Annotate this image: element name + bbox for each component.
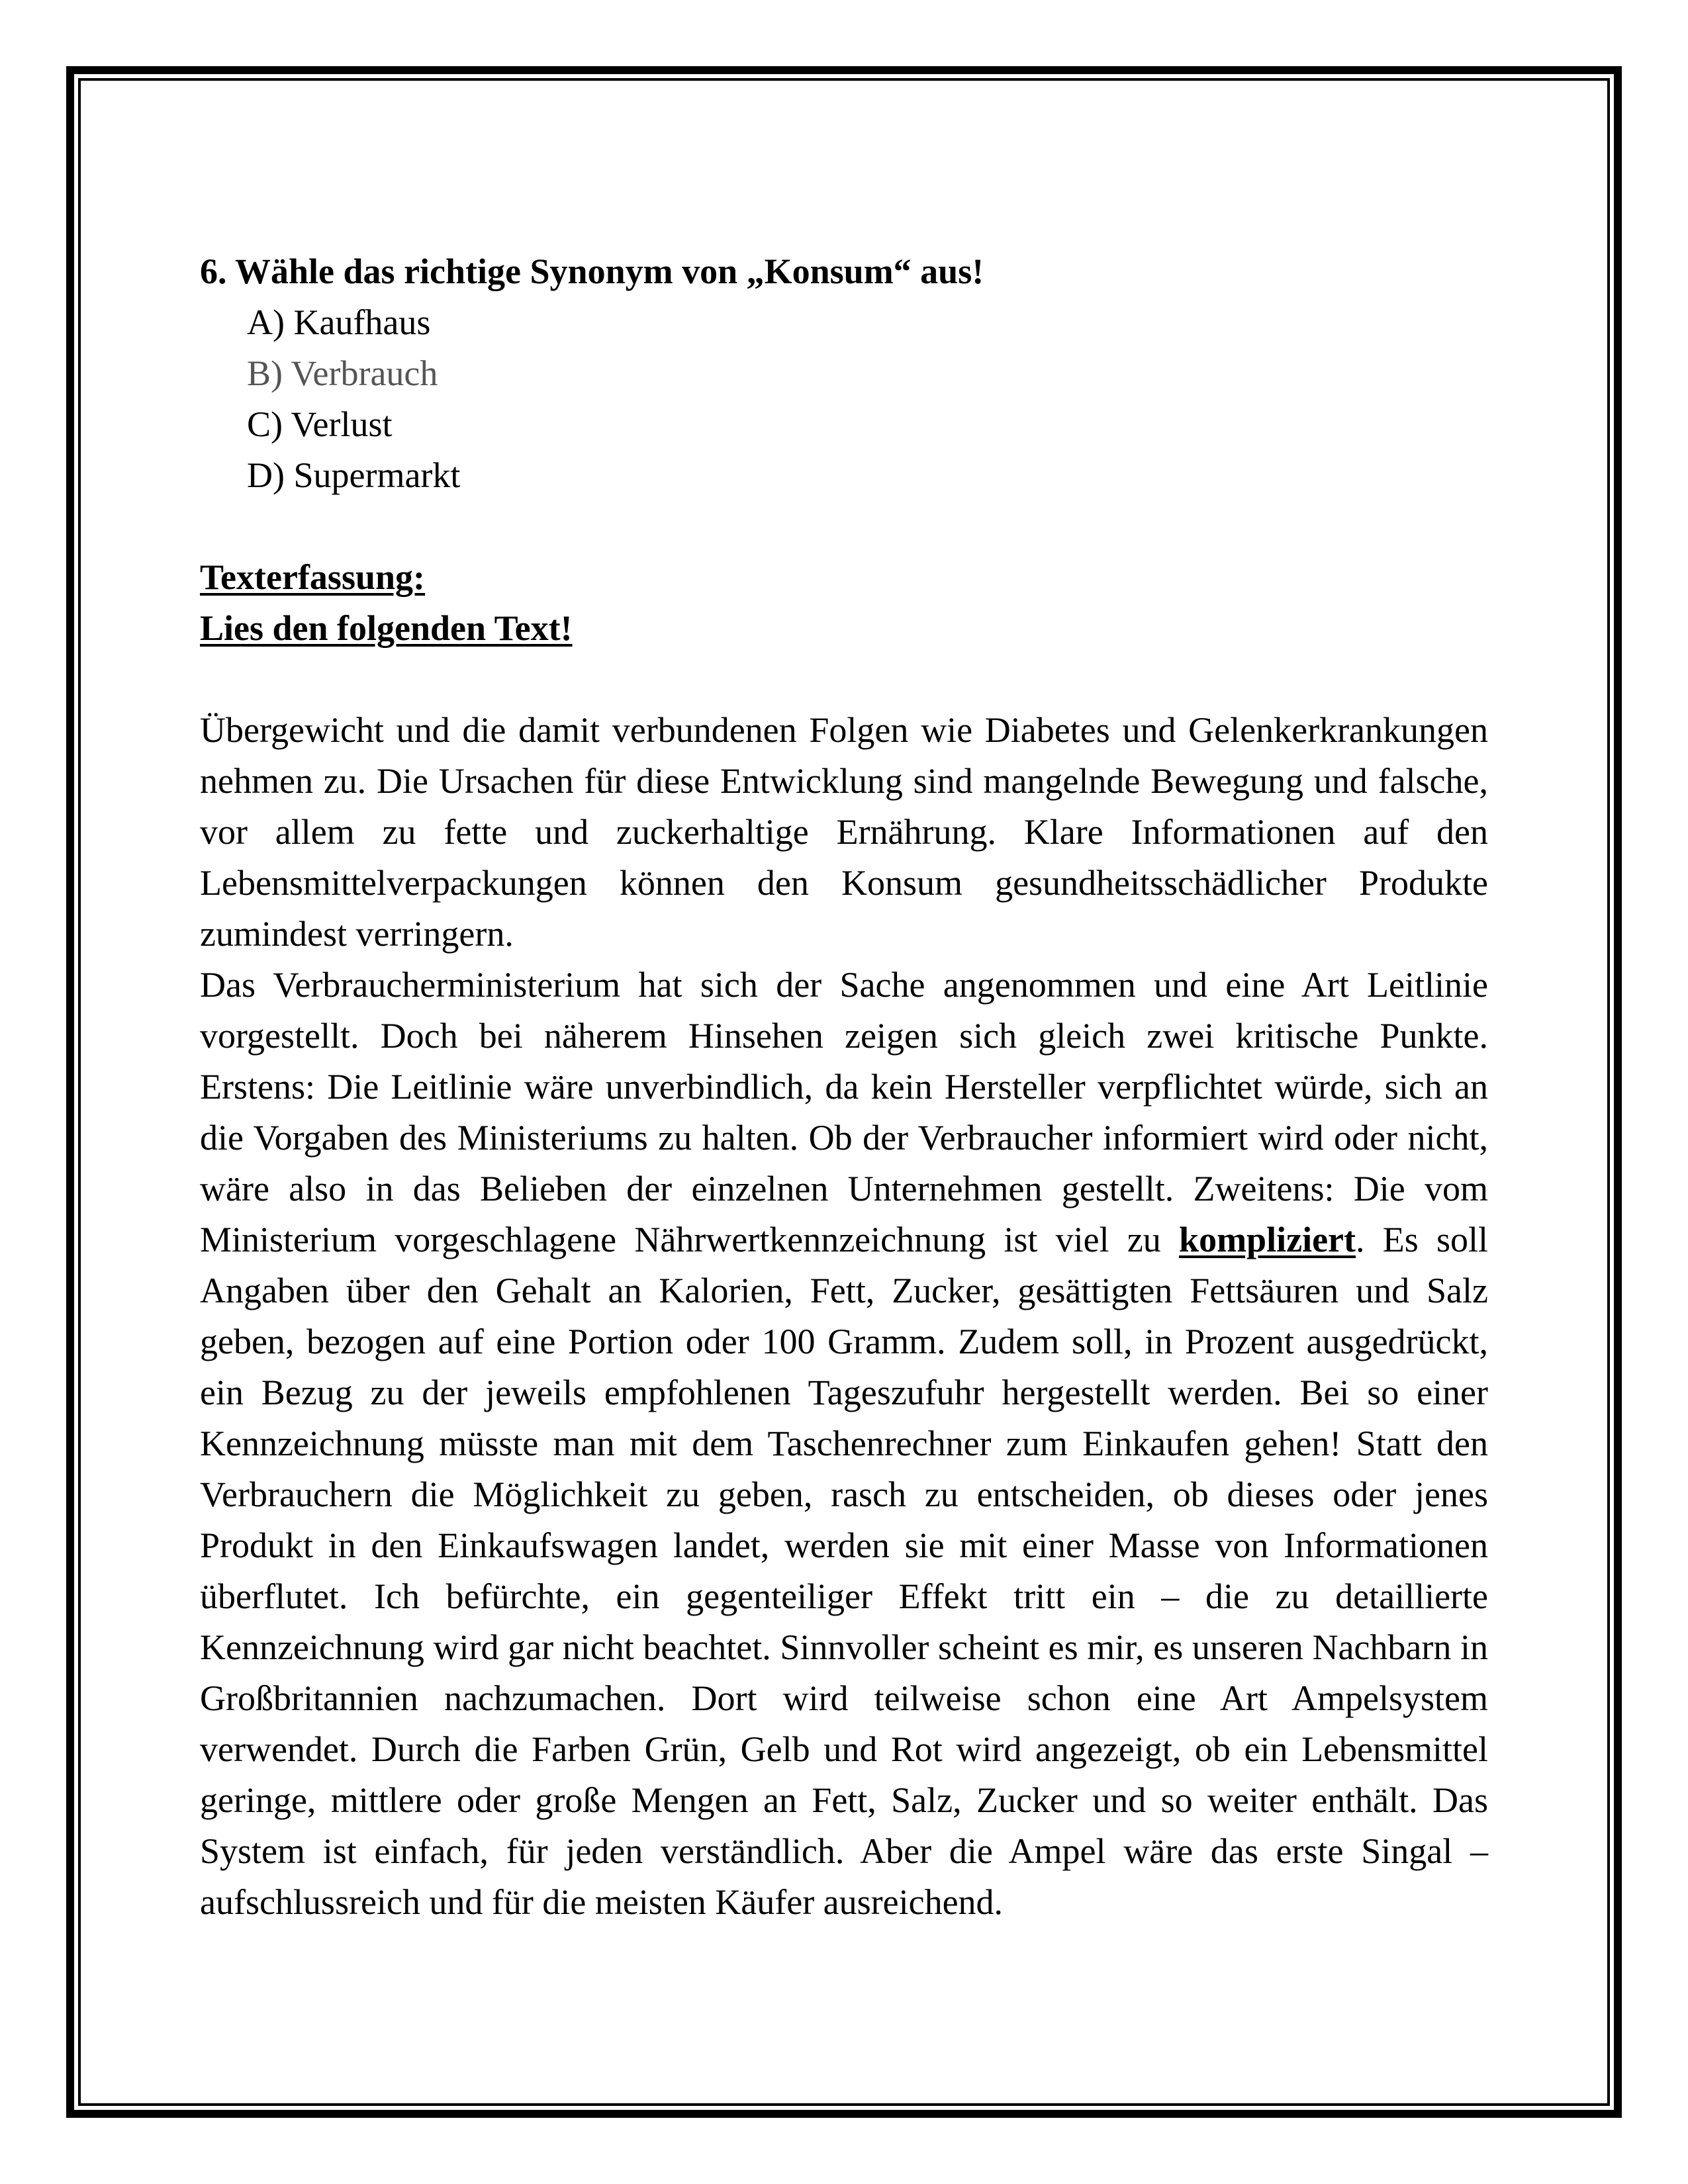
text-paragraph-1: Übergewicht und die damit verbundenen Folgen wie Diabetes und Gelenkerkrankungen nehmen zu. Die Ursachen für diese Entwicklung sind mangelnde Bewegung und falsche, vor allem zu fette und zuckerhaltige Ernährung. Klare Informationen auf den Lebensmittelverpackungen können den Konsum gesundheitsschädlicher Produkte zumindest verringern. — [200, 710, 1488, 954]
option-a: A) Kaufhaus — [247, 302, 431, 342]
question-title: 6. Wähle das richtige Synonym von „Konsum“ aus! — [200, 251, 984, 291]
spacer — [200, 501, 1488, 552]
spacer — [200, 654, 1488, 705]
text-paragraph-2 — [200, 960, 1488, 1928]
section-instruction: Lies den folgenden Text! — [200, 608, 573, 648]
option-b: B) Verbrauch — [247, 353, 438, 393]
worksheet-content — [200, 246, 1488, 1928]
paragraph-2-start: Das Verbraucherministerium hat sich der Sache angenommen und eine Art Leitlinie vorgestellt. Doch bei näherem Hinsehen zeigen sich gleich zwei kritische Punkte. Erstens: Die Leitlinie wäre unverbindlich, da kein Hersteller verpflichtet würde, sich an die Vorgaben des Ministeriums zu halten. Ob der Verbraucher informiert wird oder nicht, wäre also in das Belieben der einzelnen Unternehmen gestellt. Zweitens: Die vom Ministerium vorgeschlagene Nährwertkennzeichnung ist viel zu — [200, 965, 1488, 1259]
paragraph-2-end: . Es soll Angaben über den Gehalt an Kalorien, Fett, Zucker, gesättigten Fettsäuren und Salz geben, bezogen auf eine Portion oder 100 Gramm. Zudem soll, in Prozent ausgedrückt, ein Bezug zu der jeweils empfohlenen Tageszufuhr hergestellt werden. Bei so einer Kennzeichnung müsste man mit dem Taschenrechner zum Einkaufen gehen! Statt den Verbrauchern die Möglichkeit zu geben, rasch zu entscheiden, ob dieses oder jenes Produkt in den Einkaufswagen landet, werden sie mit einer Masse von Informationen überflutet. Ich befürchte, ein gegenteiliger Effekt tritt ein – die zu detaillierte Kennzeichnung wird gar nicht beachtet. Sinnvoller scheint es mir, es unseren Nachbarn in Großbritannien nachzumachen. Dort wird teilweise schon eine Art Ampelsystem verwendet. Durch die Farben Grün, Gelb und Rot wird angezeigt, ob ein Lebensmittel geringe, mittlere oder große Mengen an Fett, Salz, Zucker und so weiter enthält. Das System ist einfach, für jeden verständlich. Aber die Ampel wäre das erste Singal – aufschlussreich und für die meisten Käufer ausreichend. — [200, 1220, 1489, 1922]
option-d: D) Supermarkt — [247, 455, 461, 495]
section-heading: Texterfassung: — [200, 557, 426, 597]
answer-options — [200, 297, 1488, 501]
highlighted-word: kompliziert — [1179, 1220, 1356, 1259]
option-c: C) Verlust — [247, 404, 393, 444]
